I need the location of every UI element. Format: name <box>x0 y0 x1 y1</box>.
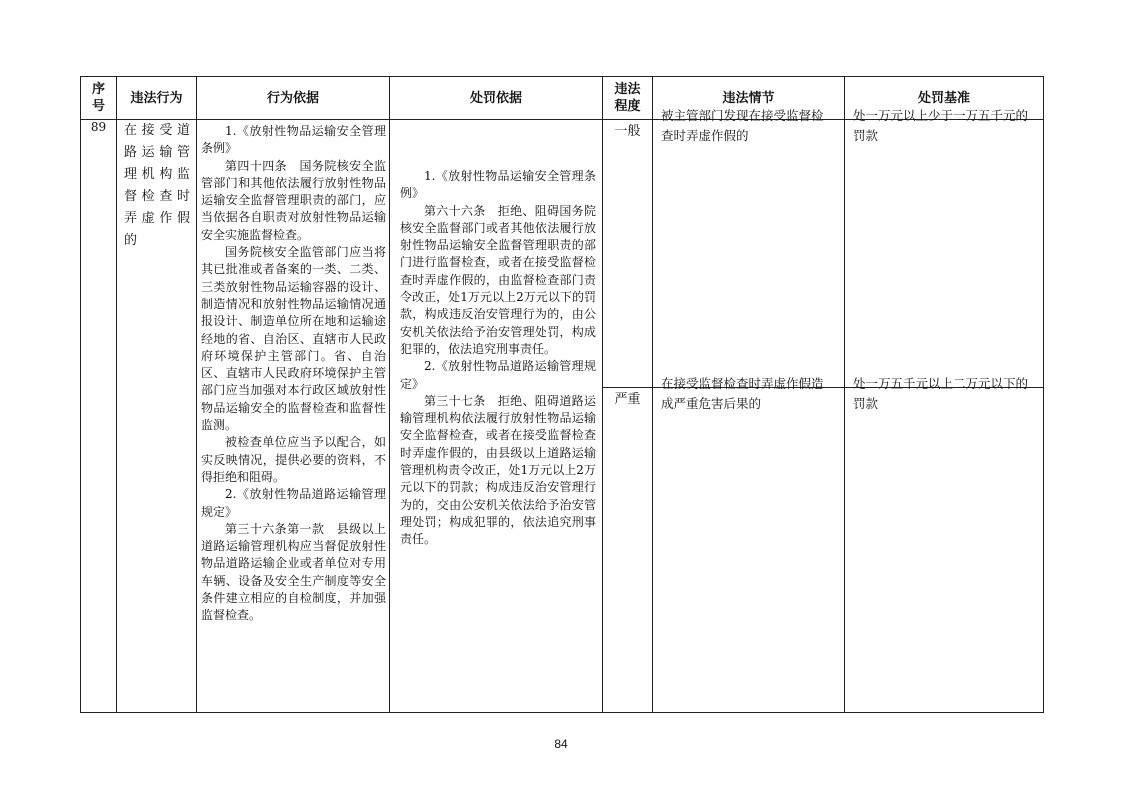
standard-serious <box>845 376 1044 713</box>
header-circumstance: 违法情节 <box>653 77 845 120</box>
basis-article-44: 第四十四条 国务院核安全监管部门和其他依法履行放射性物品运输安全监督管理职责的部门，应当依据各自职责对放射性物品运输安全实施监督检查。 <box>201 158 386 242</box>
header-degree: 违法程度 <box>603 77 653 120</box>
penalty-basis-cell <box>390 120 603 713</box>
basis-paragraph-3: 被检查单位应当予以配合，如实反映情况，提供必要的资料，不得拒绝和阻碍。 <box>201 435 386 484</box>
basis-cell <box>197 120 390 713</box>
header-standard: 处罚基准 <box>845 77 1044 120</box>
standard-general-text: 处一万元以上少于一万五千元的罚款 <box>853 108 1029 143</box>
penalty-article-37: 第三十七条 拒绝、阻碍道路运输管理机构依法履行放射性物品运输安全监督检查，或者在接受监督检查时弄虚作假的，由县级以上道路运输管理机构责令改正，处1万元以上2万元以下的罚款；构成违反治安管理行为的，交由公安机关依法给予治安管理处罚；构成犯罪的，依法追究刑事责任。 <box>400 393 596 547</box>
basis-article-36: 第三十六条第一款 县级以上道路运输管理机构应当督促放射性物品道路运输企业或者单位对专用车辆、设备及安全生产制度等安全条件建立相应的自检制度，并加强监督检查。 <box>201 521 386 623</box>
standard-serious-text: 处一万五千元以上二万元以下的罚款 <box>853 376 1029 411</box>
basis-law-2-title: 2.《放射性物品道路运输管理规定》 <box>201 487 386 519</box>
degree-general: 一般 <box>603 120 653 388</box>
violation-cell <box>117 120 197 713</box>
violation-text: 在接受道路运输管理机构监督检查时弄虚作假的 <box>124 123 192 248</box>
table-row <box>81 120 1044 388</box>
header-basis: 行为依据 <box>197 77 390 120</box>
header-penalty-basis: 处罚依据 <box>390 77 603 120</box>
degree-serious: 严重 <box>603 388 653 713</box>
header-violation: 违法行为 <box>117 77 197 120</box>
seq-cell: 89 <box>81 120 117 713</box>
circumstance-general-text: 被主管部门发现在接受监督检查时弄虚作假的 <box>661 108 824 143</box>
circumstance-serious-text: 在接受监督检查时弄虚作假造成严重危害后果的 <box>661 376 824 411</box>
penalty-law-2-title: 2.《放射性物品道路运输管理规定》 <box>400 359 596 391</box>
penalty-article-66: 第六十六条 拒绝、阻碍国务院核安全监督部门或者其他依法履行放射性物品运输安全监督管理职责的部门进行监督检查，或者在接受监督检查时弄虚作假的，由监督检查部门责令改正，处1万元以上2万元以下的罚款，构成违反治安管理行为的，由公安机关依法给予治安管理处罚，构成犯罪的，依法追究刑事责任。 <box>400 203 596 356</box>
basis-law-1-title: 1.《放射性物品运输安全管理条例》 <box>201 124 386 156</box>
penalty-table <box>80 76 1044 713</box>
page-number: 84 <box>554 737 568 751</box>
circumstance-general <box>653 108 845 388</box>
circumstance-serious <box>653 376 845 713</box>
standard-general <box>845 108 1044 388</box>
header-seq: 序号 <box>81 77 117 120</box>
basis-paragraph-2: 国务院核安全监管部门应当将其已批准或者备案的一类、二类、三类放射性物品运输容器的设计、制造情况和放射性物品运输情况通报设计、制造单位所在地和运输途经地的省、自治区、直辖市人民政府环境保护主管部门。省、自治区、直辖市人民政府环境保护主管部门应当加强对本行政区域放射性物品运输安全的监督检查和监督性监测。 <box>201 245 386 433</box>
penalty-law-1-title: 1.《放射性物品运输安全管理条例》 <box>400 169 596 201</box>
